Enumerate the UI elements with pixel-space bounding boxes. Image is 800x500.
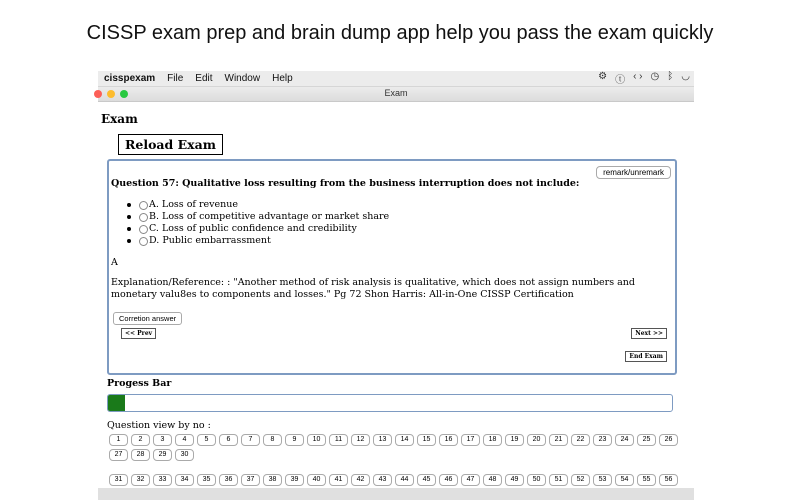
question-number-button[interactable]: 31 [109,474,128,486]
question-number-button[interactable]: 8 [263,434,282,446]
question-number-button[interactable]: 16 [439,434,458,446]
menu-window[interactable]: Window [224,73,261,84]
clock-icon[interactable]: ◷ [650,71,660,82]
question-panel [107,159,677,375]
question-number-button[interactable]: 39 [285,474,304,486]
question-number-button[interactable]: 21 [549,434,568,446]
app-menu[interactable]: cisspexam [104,73,156,84]
question-number-button[interactable]: 49 [505,474,524,486]
option-label: A. Loss of revenue [149,199,238,210]
question-number-button[interactable]: 6 [219,434,238,446]
question-number-button[interactable]: 44 [395,474,414,486]
progress-label: Progess Bar [107,378,172,389]
question-number-button[interactable]: 37 [241,474,260,486]
question-number-button[interactable]: 28 [131,449,150,461]
question-number-button[interactable]: 20 [527,434,546,446]
settings-icon[interactable]: ⚙ [598,71,608,82]
bullet-icon [127,239,131,243]
question-number-button[interactable]: 56 [659,474,678,486]
bluetooth-icon[interactable]: ᛒ [667,71,674,82]
question-number-button[interactable]: 52 [571,474,590,486]
option-a[interactable] [127,199,389,211]
page-title: Exam [101,112,138,126]
question-number-button[interactable]: 18 [483,434,502,446]
question-number-button[interactable]: 19 [505,434,524,446]
question-number-button[interactable]: 5 [197,434,216,446]
question-number-button[interactable]: 40 [307,474,326,486]
question-number-button[interactable]: 35 [197,474,216,486]
info-icon[interactable]: ⓣ [615,75,626,86]
question-number-button[interactable]: 10 [307,434,326,446]
question-number-button[interactable]: 48 [483,474,502,486]
question-number-button[interactable]: 38 [263,474,282,486]
radio-button[interactable] [139,201,148,210]
question-number-grid-2 [109,474,679,486]
option-b[interactable] [127,211,389,223]
question-number-button[interactable]: 3 [153,434,172,446]
question-number-button[interactable]: 25 [637,434,656,446]
option-label: B. Loss of competitive advantage or market share [149,211,390,222]
horizontal-scrollbar[interactable] [98,488,694,500]
menu-help[interactable]: Help [272,73,293,84]
question-number-button[interactable]: 54 [615,474,634,486]
option-label: D. Public embarrassment [149,235,271,246]
radio-button[interactable] [139,225,148,234]
progress-bar [107,394,673,412]
correct-answer: A [111,257,118,268]
question-number-button[interactable]: 45 [417,474,436,486]
option-label: C. Loss of public confidence and credibility [149,223,357,234]
window-title: Exam [384,88,408,98]
radio-button[interactable] [139,213,148,222]
menu-file[interactable]: File [167,73,184,84]
question-number-button[interactable]: 36 [219,474,238,486]
question-number-button[interactable]: 17 [461,434,480,446]
prev-button[interactable]: << Prev [121,328,156,339]
progress-fill [108,395,125,411]
exam-content [98,102,694,500]
question-number-button[interactable]: 2 [131,434,150,446]
explanation-text: Explanation/Reference: : "Another method of risk analysis is qualitative, which does not assign numbers and monetary valu8es to components and losses." Pg 72 Shon Harris: All-in-One CISSP Certification [111,277,635,300]
question-number-button[interactable]: 9 [285,434,304,446]
wifi-icon[interactable]: ◡ [681,71,690,82]
end-exam-button[interactable]: End Exam [625,351,667,362]
status-tray [598,71,690,86]
question-number-button[interactable]: 13 [373,434,392,446]
radio-button[interactable] [139,237,148,246]
question-number-button[interactable]: 11 [329,434,348,446]
question-number-button[interactable]: 32 [131,474,150,486]
question-number-button[interactable]: 1 [109,434,128,446]
question-number-button[interactable]: 51 [549,474,568,486]
bullet-icon [127,203,131,207]
promo-headline: CISSP exam prep and brain dump app help you pass the exam quickly [86,22,714,44]
reload-exam-button[interactable]: Reload Exam [118,134,223,155]
remark-button[interactable]: remark/unremark [596,166,671,179]
question-number-button[interactable]: 55 [637,474,656,486]
question-number-button[interactable]: 34 [175,474,194,486]
question-number-button[interactable]: 46 [439,474,458,486]
option-c[interactable] [127,223,389,235]
question-number-button[interactable]: 15 [417,434,436,446]
question-view-label: Question view by no : [107,420,211,431]
option-d[interactable] [127,235,389,247]
bullet-icon [127,215,131,219]
code-icon[interactable]: ‹ › [633,71,643,82]
menu-edit[interactable]: Edit [195,73,213,84]
question-number-button[interactable]: 43 [373,474,392,486]
question-number-button[interactable]: 26 [659,434,678,446]
correction-answer-button[interactable]: Corretion answer [113,312,182,325]
question-text: Question 57: Qualitative loss resulting from the business interruption does not include: [111,178,580,189]
next-button[interactable]: Next >> [631,328,667,339]
answer-options [127,199,389,247]
question-number-button[interactable]: 53 [593,474,612,486]
question-number-button[interactable]: 24 [615,434,634,446]
question-number-button[interactable]: 47 [461,474,480,486]
question-number-button[interactable]: 12 [351,434,370,446]
question-number-button[interactable]: 14 [395,434,414,446]
window-titlebar [98,87,694,102]
question-number-button[interactable]: 22 [571,434,590,446]
question-number-button[interactable]: 29 [153,449,172,461]
question-number-button[interactable]: 23 [593,434,612,446]
question-number-button[interactable]: 4 [175,434,194,446]
bullet-icon [127,227,131,231]
question-number-button[interactable]: 42 [351,474,370,486]
menu-bar [98,71,694,87]
question-number-grid [109,434,679,461]
question-number-button[interactable]: 50 [527,474,546,486]
question-number-button[interactable]: 7 [241,434,260,446]
question-number-button[interactable]: 41 [329,474,348,486]
question-number-button[interactable]: 30 [175,449,194,461]
question-number-button[interactable]: 27 [109,449,128,461]
question-number-button[interactable]: 33 [153,474,172,486]
